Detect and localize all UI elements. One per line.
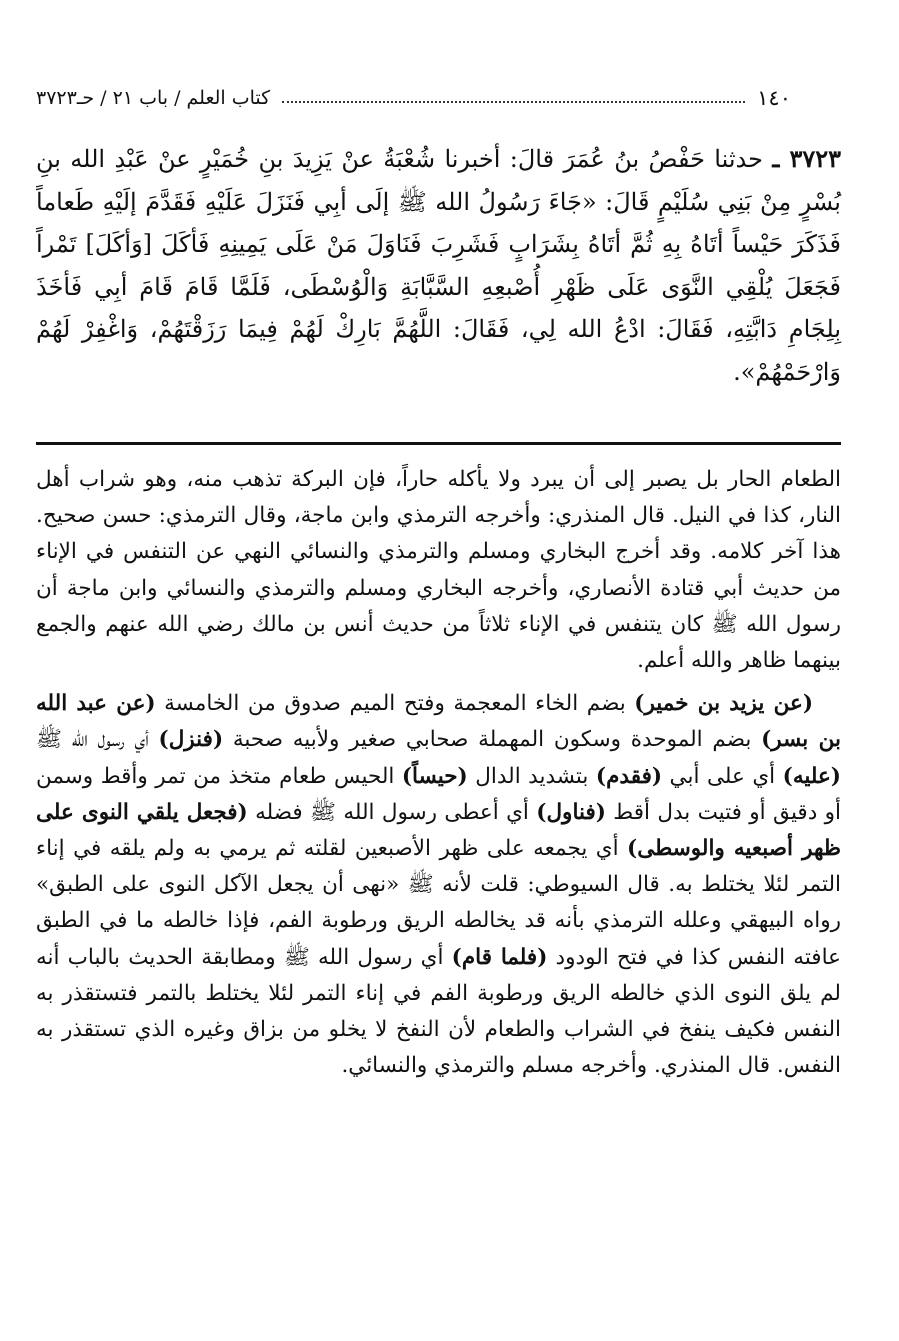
bold-term: (فناول) [536, 799, 606, 825]
hadith-number: ٣٧٢٣ ـ [772, 144, 841, 173]
bold-term: (عن يزيد بن خمير) [634, 691, 813, 717]
commentary-text: بضم الموحدة وسكون المهملة صحابي صغير ولأبيه صحبة [223, 727, 762, 753]
commentary-text: أي رسول الله ﷺ [36, 727, 159, 753]
commentary-paragraph-1: الطعام الحار بل يصبر إلى أن يبرد ولا يأكله حاراً، فإن البركة تذهب منه، وهو شراب أهل النار، كذا في النيل. قال المنذري: وأخرجه الترمذي وابن ماجة، وقال الترمذي: حسن صحيح. هذا آخر كلامه. وقد أخرج البخاري ومسلم والترمذي والنسائي النهي عن التنفس في الإناء من حديث أبي قتادة الأنصاري، وأخرجه البخاري ومسلم والترمذي والنسائي وابن ماجة أن رسول الله ﷺ كان يتنفس في الإناء ثلاثاً من حديث أنس بن مالك رضي الله عنهم والجمع بينهما ظاهر والله أعلم. [36, 467, 841, 674]
bold-term: (فجعل يلقي النوى على ظهر أصبعيه والوسطى) [36, 799, 841, 862]
bold-term: (عن عبد الله بن بسر) [36, 691, 841, 753]
commentary-text: أي على أبي [662, 763, 783, 789]
footnote-separator [36, 442, 841, 445]
commentary-text: بضم الخاء المعجمة وفتح الميم صدوق من الخامسة [155, 691, 635, 717]
bold-term: (عليه) [782, 763, 841, 789]
commentary-paragraph-2 [36, 686, 841, 1084]
running-title: كتاب العلم / باب ٢١ / حـ٣٧٢٣ [36, 87, 271, 109]
hadith-text: حدثنا حَفْصُ بنُ عُمَرَ قالَ: أخبرنا شُعْبَةُ عنْ يَزِيدَ بنِ خُمَيْرٍ عنْ عَبْدِ الله بنِ بُسْرٍ مِنْ بَنِي سُلَيْمٍ قَالَ: «جَاءَ رَسُولُ الله ﷺ إلَى أبِي فَنَزَلَ عَلَيْهِ فَقَدَّمَ إلَيْهِ طَعاماً فَذَكَرَ حَيْساً أتَاهُ بِهِ ثُمَّ أتَاهُ بِشَرَابٍ فَشَرِبَ فَنَاوَلَ مَنْ عَلَى يَمِينِهِ فَأكَلَ [وَأكَلَ] تَمْراً فَجَعَلَ يُلْقِي النَّوَى عَلَى ظَهْرِ أُصْبعِهِ السَّبَّابَةِ وَالْوُسْطَى، فَلَمَّا قَامَ قَامَ أبِي فَأخَذَ بِلِجَامِ دَابَّتِهِ، فَقَالَ: ادْعُ الله لِي، فَقَالَ: اللَّهُمَّ بَارِكْ لَهُمْ فِيمَا رَزَقْتَهُمْ، وَاغْفِرْ لَهُمْ وَارْحَمْهُمْ». [36, 145, 841, 386]
bold-term: (فنزل) [158, 727, 224, 753]
hadith-block [36, 138, 841, 394]
bold-term: (حيساً) [401, 763, 468, 789]
bold-term: (فلما قام) [451, 944, 548, 970]
bold-term: (فقدم) [595, 763, 663, 789]
commentary-text: بتشديد الدال [467, 763, 596, 789]
commentary-text: أي رسول الله ﷺ ومطابقة الحديث بالباب أنه لم يلق النوى الذي خالطه الريق ورطوبة الفم في إناء التمر لئلا يختلط بالتمر فتستقذر به النفس فكيف ينفخ في الشراب والطعام لأن النفخ لا يخلو من بزاق وغيره الذي تستقذر به النفس. قال المنذري. وأخرجه مسلم والترمذي والنسائي. [36, 944, 841, 1079]
page-header [36, 80, 791, 116]
commentary-text: أي أعطى رسول الله ﷺ فضله [247, 799, 537, 825]
header-dotted-leader [282, 101, 745, 103]
commentary-text: الحيس طعام متخذ من تمر وأقط وسمن أو دقيق أو فتيت بدل أقط [36, 763, 841, 825]
commentary-block [36, 462, 841, 1084]
page-number: ١٤٠ [757, 86, 791, 110]
commentary-text: أي يجمعه على ظهر الأصبعين لقلته ثم يرمي به ولم يلقه في إناء التمر لئلا يختلط به. قال السيوطي: قلت لأنه ﷺ «نهى أن يجعل الآكل النوى على الطبق» رواه البيهقي وعلله الترمذي بأنه قد يخالطه الريق ورطوبة الفم، فإذا خالطه ما في الطبق عافته النفس كذا في فتح الودود [36, 836, 841, 970]
